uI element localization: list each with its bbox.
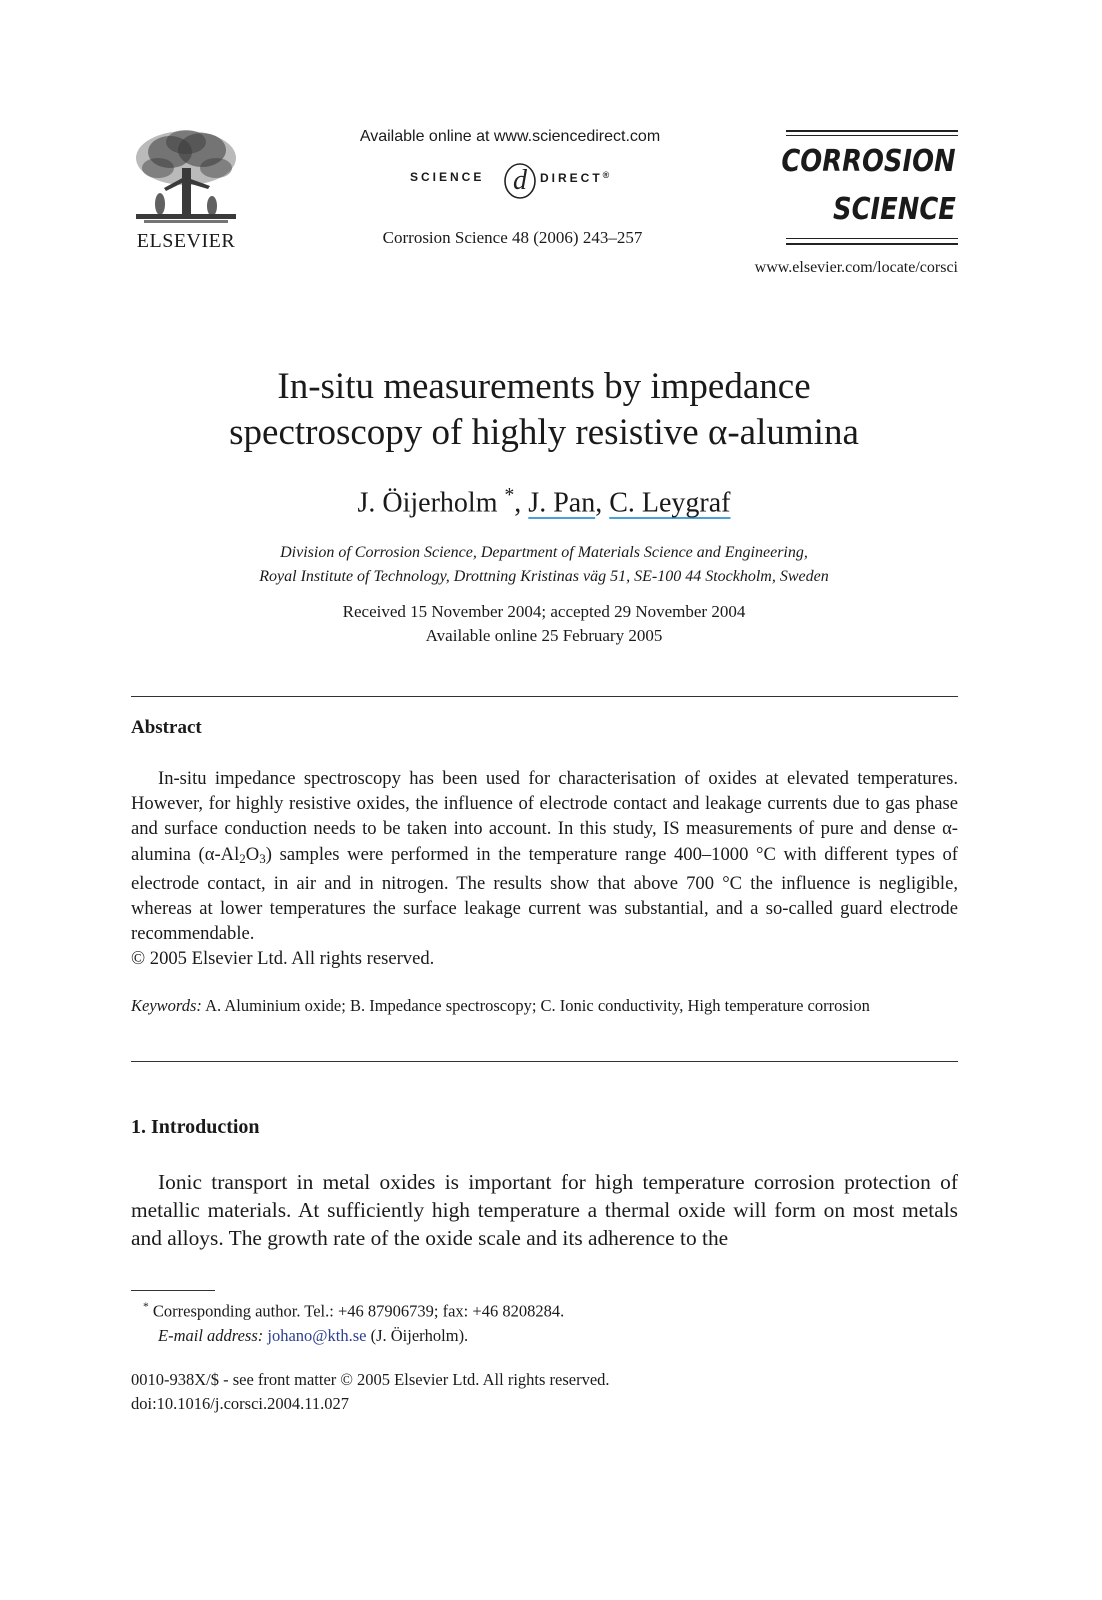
email-link[interactable]: johano@kth.se [267,1325,367,1345]
sciencedirect-d-icon [501,156,541,202]
divider-bottom [131,1061,958,1062]
footnote [131,1295,958,1348]
affiliation-line1: Division of Corrosion Science, Department of Materials Science and Engineering, [280,544,808,561]
footnote-mark: * [143,1301,149,1313]
author-leygraf-link[interactable]: C. Leygraf [609,487,731,519]
corresponding-author-mark: * [504,485,515,506]
elsevier-wordmark: ELSEVIER [136,230,236,252]
keywords-label: Keywords: [131,996,202,1015]
doi-line: doi:10.1016/j.corsci.2004.11.027 [131,1394,349,1413]
sciencedirect-logo [370,156,670,202]
front-matter [131,1368,958,1416]
sciencedirect-right-word: DIRECT® [540,170,610,185]
issn-line: 0010-938X/$ - see front matter © 2005 Elsevier Ltd. All rights reserved. [131,1370,610,1389]
author-oijerholm: J. Öijerholm [357,487,498,519]
journal-name-line2: SCIENCE [833,192,956,227]
journal-logo [781,128,958,250]
author-pan-link[interactable]: J. Pan [528,487,596,519]
paper-title-line1: In-situ measurements by impedance [277,366,811,407]
divider-top [131,696,958,697]
affiliation-line2: Royal Institute of Technology, Drottning Kristinas väg 51, SE-100 44 Stockholm, Sweden [259,568,829,585]
elsevier-tree-icon [130,128,242,228]
abstract-heading: Abstract [131,717,202,738]
online-date: Available online 25 February 2005 [425,626,663,645]
email-label: E-mail address: [158,1325,264,1345]
journal-name-line1: CORROSION [781,144,956,179]
email-owner: (J. Öijerholm). [370,1325,469,1345]
abstract-body: In-situ impedance spectroscopy has been used for characterisation of oxides at elevated temperatures. However, for highly resistive oxides, the influence of electrode contact and leakage currents due to gas phase and surface conduction needs to be taken into account. In this study, IS measurements of pure and dense α-alumina $(\alpha-Al_2O_3)$ samples were performed in the temperature range 400–1000 °C with different types of electrode contact, in air and in nitrogen. The results show that above 700 °C the influence is negligible, whereas at lower temperatures the surface leakage current was substantial, and a so-called guard electrode recommendable. © 2005 Elsevier Ltd. All rights reserved. [131,768,958,970]
journal-reference: Corrosion Science 48 (2006) 243–257 [382,228,643,247]
footnote-contact: Corresponding author. Tel.: +46 87906739; fax: +46 8208284. [152,1301,565,1321]
elsevier-logo [130,128,242,252]
article-dates [130,600,958,648]
footnote-rule [131,1290,215,1291]
keywords-text: A. Aluminium oxide; B. Impedance spectroscopy; C. Ionic conductivity, High temperature corrosion [205,996,870,1015]
author-list: J. Öijerholm *, J. Pan, C. Leygraf [357,485,731,519]
affiliation [130,541,958,589]
available-online-text: Available online at www.sciencedirect.com [359,128,661,145]
sciencedirect-left-word: SCIENCE [410,170,485,184]
introduction-heading: 1. Introduction [131,1116,260,1138]
svg-text:d: d [513,165,527,196]
journal-url: www.elsevier.com/locate/corsci [754,259,958,276]
keywords [131,994,958,1017]
paper-title [130,364,958,456]
paper-title-line2: spectroscopy of highly resistive α-alumina [229,412,859,453]
abstract-copyright: © 2005 Elsevier Ltd. All rights reserved. [131,948,435,970]
introduction-body: Ionic transport in metal oxides is important for high temperature corrosion protection of metallic materials. At sufficiently high temperature a thermal oxide will form on most metals and alloys. The growth rate of the oxide scale and its adherence to the [131,1170,958,1250]
received-date: Received 15 November 2004; accepted 29 November 2004 [342,602,746,621]
